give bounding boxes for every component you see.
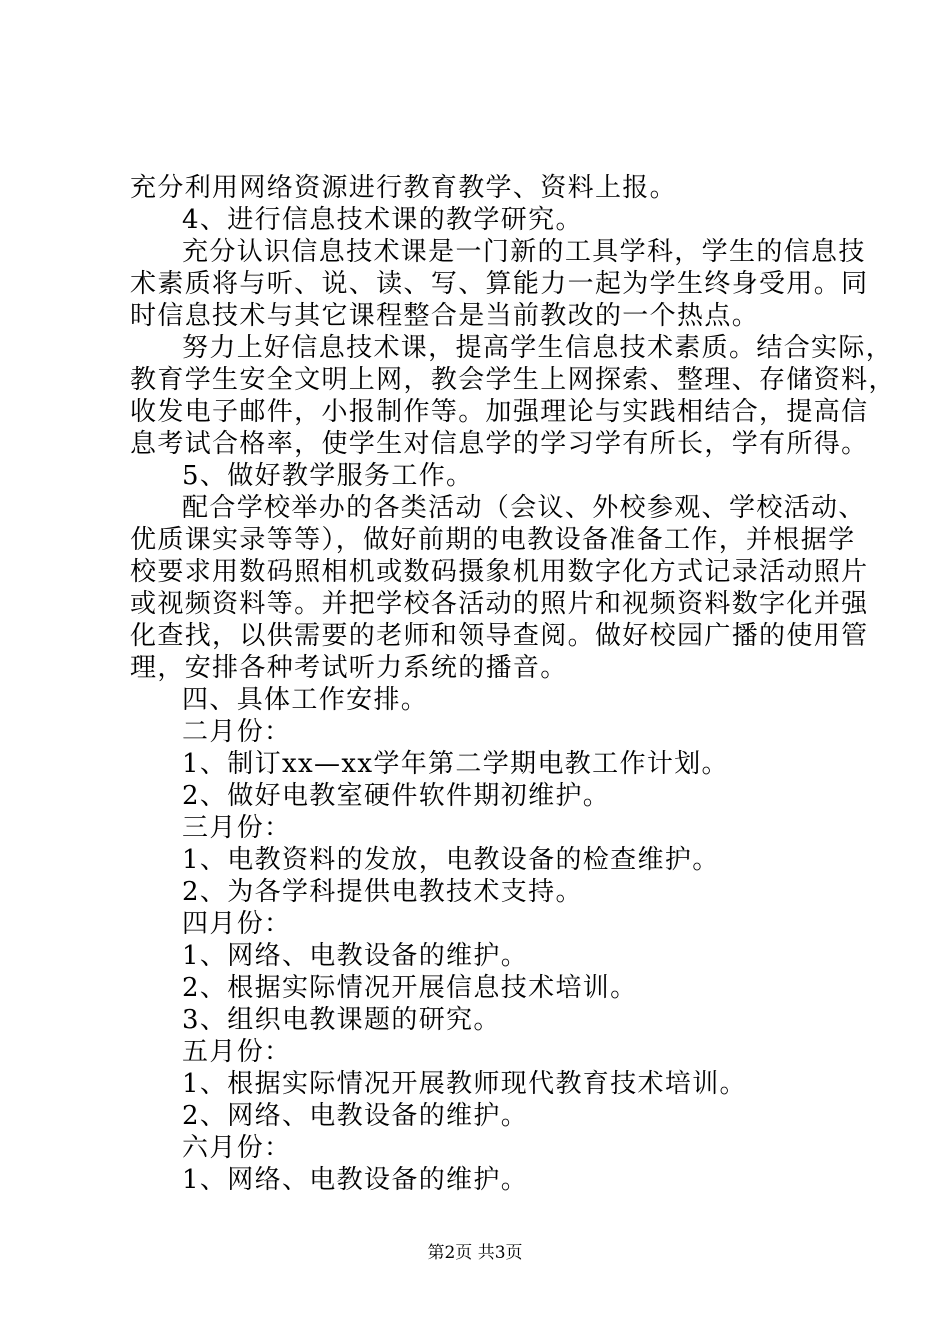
paragraph-line: 收发电子邮件，小报制作等。加强理论与实践相结合，提高信	[130, 397, 869, 427]
list-item: 2、为各学科提供电教技术支持。	[182, 877, 583, 907]
list-item: 2、网络、电教设备的维护。	[182, 1101, 529, 1131]
paragraph-line: 充分认识信息技术课是一门新的工具学科，学生的信息技	[182, 237, 866, 267]
list-item: 2、做好电教室硬件软件期初维护。	[182, 781, 611, 811]
paragraph-line: 化查找，以供需要的老师和领导查阅。做好校园广播的使用管	[130, 621, 869, 651]
paragraph-line: 充分利用网络资源进行教育教学、资料上报。	[130, 173, 678, 203]
list-item: 3、组织电教课题的研究。	[182, 1005, 501, 1035]
list-item: 2、根据实际情况开展信息技术培训。	[182, 973, 638, 1003]
list-item: 1、电教资料的发放，电教设备的检查维护。	[182, 845, 720, 875]
paragraph-line: 或视频资料等。并把学校各活动的照片和视频资料数字化并强	[130, 589, 869, 619]
paragraph-line: 时信息技术与其它课程整合是当前教改的一个热点。	[130, 301, 760, 331]
paragraph-line: 优质课实录等等），做好前期的电教设备准备工作，并根据学	[130, 525, 856, 555]
list-item: 1、制订xx—xx学年第二学期电教工作计划。	[182, 749, 729, 779]
list-item: 1、网络、电教设备的维护。	[182, 1165, 529, 1195]
paragraph-line: 校要求用数码照相机或数码摄象机用数字化方式记录活动照片	[130, 557, 869, 587]
list-item: 1、根据实际情况开展教师现代教育技术培训。	[182, 1069, 747, 1099]
paragraph-line: 息考试合格率，使学生对信息学的学习学有所长，学有所得。	[130, 429, 869, 459]
month-heading: 二月份：	[182, 717, 292, 747]
paragraph-line: 理，安排各种考试听力系统的播音。	[130, 653, 568, 683]
list-item: 1、网络、电教设备的维护。	[182, 941, 529, 971]
month-heading: 五月份：	[182, 1037, 292, 1067]
month-heading: 三月份：	[182, 813, 292, 843]
page-number-footer: 第2页 共3页	[427, 1243, 523, 1263]
paragraph-line: 努力上好信息技术课，提高学生信息技术素质。结合实际，	[182, 333, 894, 363]
section-heading: 四、具体工作安排。	[182, 685, 429, 715]
paragraph-line: 教育学生安全文明上网，教会学生上网探索、整理、存储资料，	[130, 365, 896, 395]
month-heading: 四月份：	[182, 909, 292, 939]
paragraph-line: 配合学校举办的各类活动（会议、外校参观、学校活动、	[182, 493, 866, 523]
month-heading: 六月份：	[182, 1133, 292, 1163]
paragraph-line: 术素质将与听、说、读、写、算能力一起为学生终身受用。同	[130, 269, 869, 299]
paragraph-line: 5、做好教学服务工作。	[182, 461, 474, 491]
paragraph-line: 4、进行信息技术课的教学研究。	[182, 205, 583, 235]
document-body	[130, 172, 896, 1196]
